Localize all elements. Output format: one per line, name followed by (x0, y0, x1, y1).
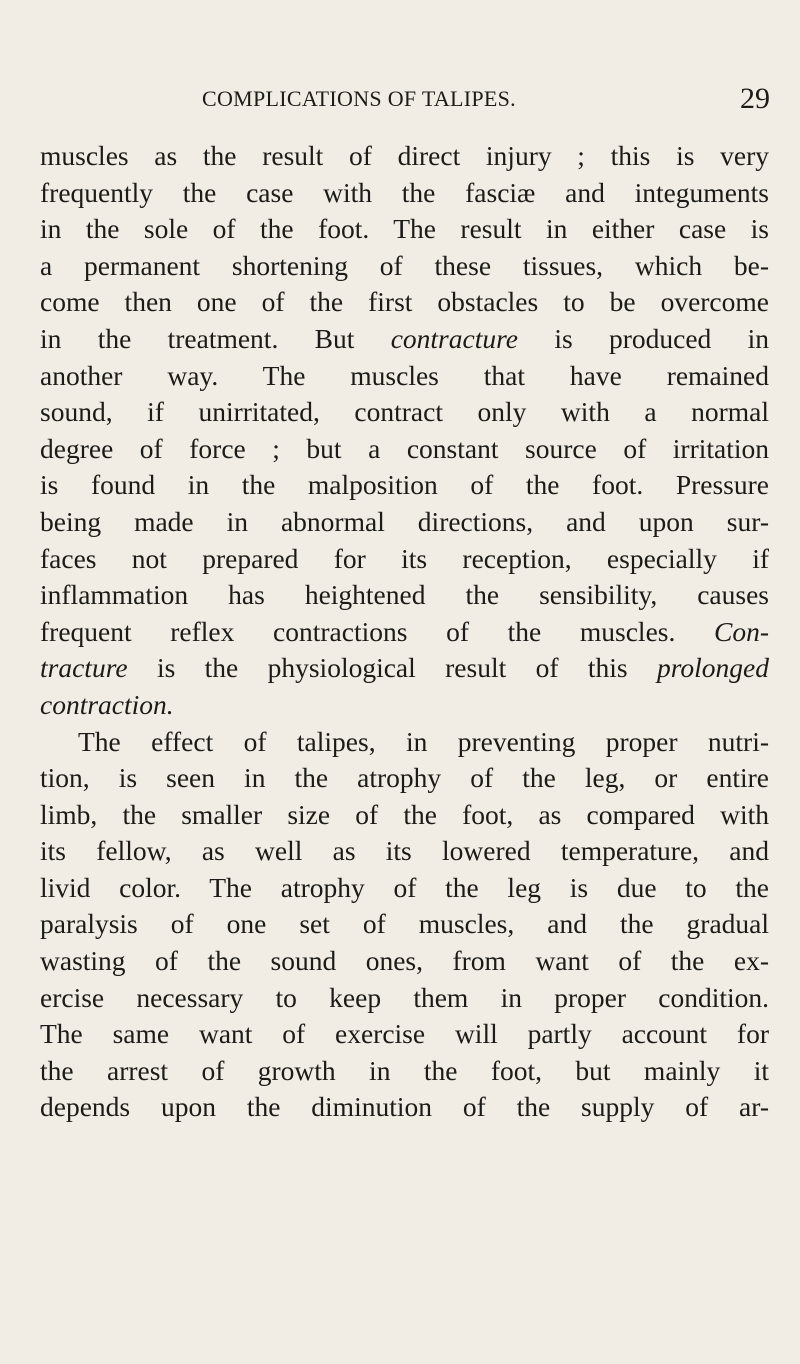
italic-term: tracture (40, 652, 128, 684)
text-line: in the sole of the foot. The result in either case is (40, 213, 769, 245)
text-line: inflammation has heightened the sensibility, causes (40, 579, 769, 611)
italic-term: contracture (390, 322, 518, 354)
page-number: 29 (740, 82, 770, 115)
italic-term: Con- (714, 615, 769, 647)
text-line: being made in abnormal directions, and upon sur- (40, 505, 769, 537)
text-line: ercise necessary to keep them in proper condition. (40, 981, 769, 1013)
text-line: muscles as the result of direct injury ; this is very (40, 140, 769, 171)
text-line: The same want of exercise will partly account for (40, 1018, 769, 1050)
text-line: limb, the smaller size of the foot, as compared with (40, 798, 769, 830)
text-line: the arrest of growth in the foot, but mainly it (40, 1054, 769, 1086)
text-line: sound, if unirritated, contract only with a normal (40, 396, 769, 428)
text-line: frequent reflex contractions of the muscles. Con- (40, 615, 769, 647)
text-line: another way. The muscles that have remained (40, 359, 769, 391)
text-line: degree of force ; but a constant source of irritation (40, 432, 769, 464)
text-line: livid color. The atrophy of the leg is due to the (40, 871, 769, 903)
text-line: come then one of the first obstacles to be overcome (40, 286, 769, 318)
text-line: a permanent shortening of these tissues, which be- (40, 249, 769, 281)
text-line: tracture is the physiological result of this prolonged (40, 652, 769, 684)
text-line: The effect of talipes, in preventing proper nutri- (78, 725, 769, 757)
text-line: frequently the case with the fasciæ and integuments (40, 176, 769, 208)
text-line: faces not prepared for its reception, especially if (40, 542, 769, 574)
text-line (40, 687, 769, 724)
text-line: in the treatment. But contracture is produced in (40, 322, 769, 354)
text-line: depends upon the diminution of the supply of ar- (40, 1091, 769, 1123)
italic-term: prolonged (656, 652, 769, 684)
text-line: paralysis of one set of muscles, and the gradual (40, 908, 769, 940)
text-line: is found in the malposition of the foot. Pressure (40, 469, 769, 501)
running-head-title: COMPLICATIONS OF TALIPES. (202, 86, 516, 111)
body-text (40, 138, 769, 1126)
text-line: tion, is seen in the atrophy of the leg, or entire (40, 762, 769, 794)
italic-term: contraction. (40, 688, 174, 720)
text-line: its fellow, as well as its lowered temperature, and (40, 835, 769, 867)
running-head (40, 82, 770, 116)
text-line: wasting of the sound ones, from want of the ex- (40, 945, 769, 977)
